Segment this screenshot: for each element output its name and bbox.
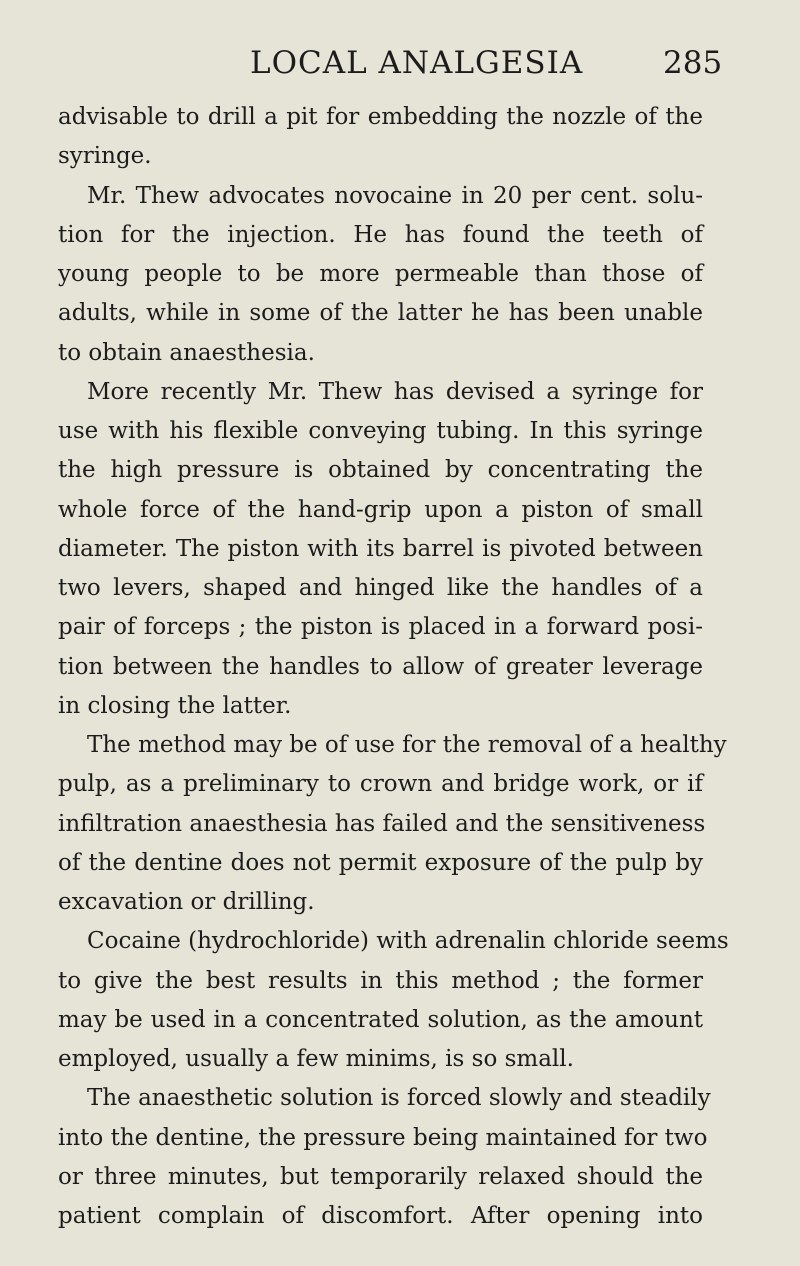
text-line: excavation or drilling. (58, 889, 315, 915)
body-text (58, 98, 729, 1236)
text-line: tion between the handles to allow of greater leverage (58, 653, 703, 680)
text-line: infiltration anaesthesia has failed and the sensitiveness (58, 810, 706, 837)
text-line: adults, while in some of the latter he has been unable (58, 300, 703, 327)
text-line: Mr. Thew advocates novocaine in 20 per cent. solu- (87, 182, 703, 209)
text-line: Cocaine (hydrochloride) with adrenalin chloride seems (87, 928, 729, 955)
text-line: use with his flexible conveying tubing. In this syringe (58, 418, 703, 444)
text-line: may be used in a concentrated solution, as the amount (58, 1006, 703, 1033)
text-line: young people to be more permeable than those of (58, 261, 703, 287)
text-line: into the dentine, the pressure being maintained for two (58, 1124, 708, 1151)
page-header (0, 45, 800, 85)
text-line: diameter. The piston with its barrel is pivoted between (58, 535, 703, 562)
text-line: syringe. (58, 143, 152, 170)
text-line: to obtain anaesthesia. (58, 339, 315, 366)
text-line: to give the best results in this method ; the former (58, 967, 703, 994)
text-line: two levers, shaped and hinged like the handles of a (58, 575, 703, 601)
page-number: 285 (663, 45, 723, 81)
text-line: employed, usually a few minims, is so small. (58, 1046, 574, 1072)
text-line: the high pressure is obtained by concentrating the (58, 457, 703, 484)
text-line: pulp, as a preliminary to crown and bridge work, or if (58, 771, 703, 798)
text-line: in closing the latter. (58, 692, 292, 719)
text-line: The method may be of use for the removal of a healthy (87, 732, 727, 758)
text-line: More recently Mr. Thew has devised a syringe for (87, 378, 703, 405)
text-line: advisable to drill a pit for embedding the nozzle of the (58, 104, 703, 130)
text-line: of the dentine does not permit exposure of the pulp by (58, 849, 703, 876)
text-line: pair of forceps ; the piston is placed in a forward posi- (58, 614, 703, 641)
text-line: whole force of the hand-grip upon a piston of small (58, 496, 703, 523)
text-line: tion for the injection. He has found the teeth of (58, 221, 703, 248)
text-line: The anaesthetic solution is forced slowly and steadily (87, 1085, 711, 1112)
text-line: patient complain of discomfort. After opening into (58, 1203, 703, 1229)
running-title: LOCAL ANALGESIA (250, 45, 584, 81)
text-line: or three minutes, but temporarily relaxed should the (58, 1163, 703, 1190)
